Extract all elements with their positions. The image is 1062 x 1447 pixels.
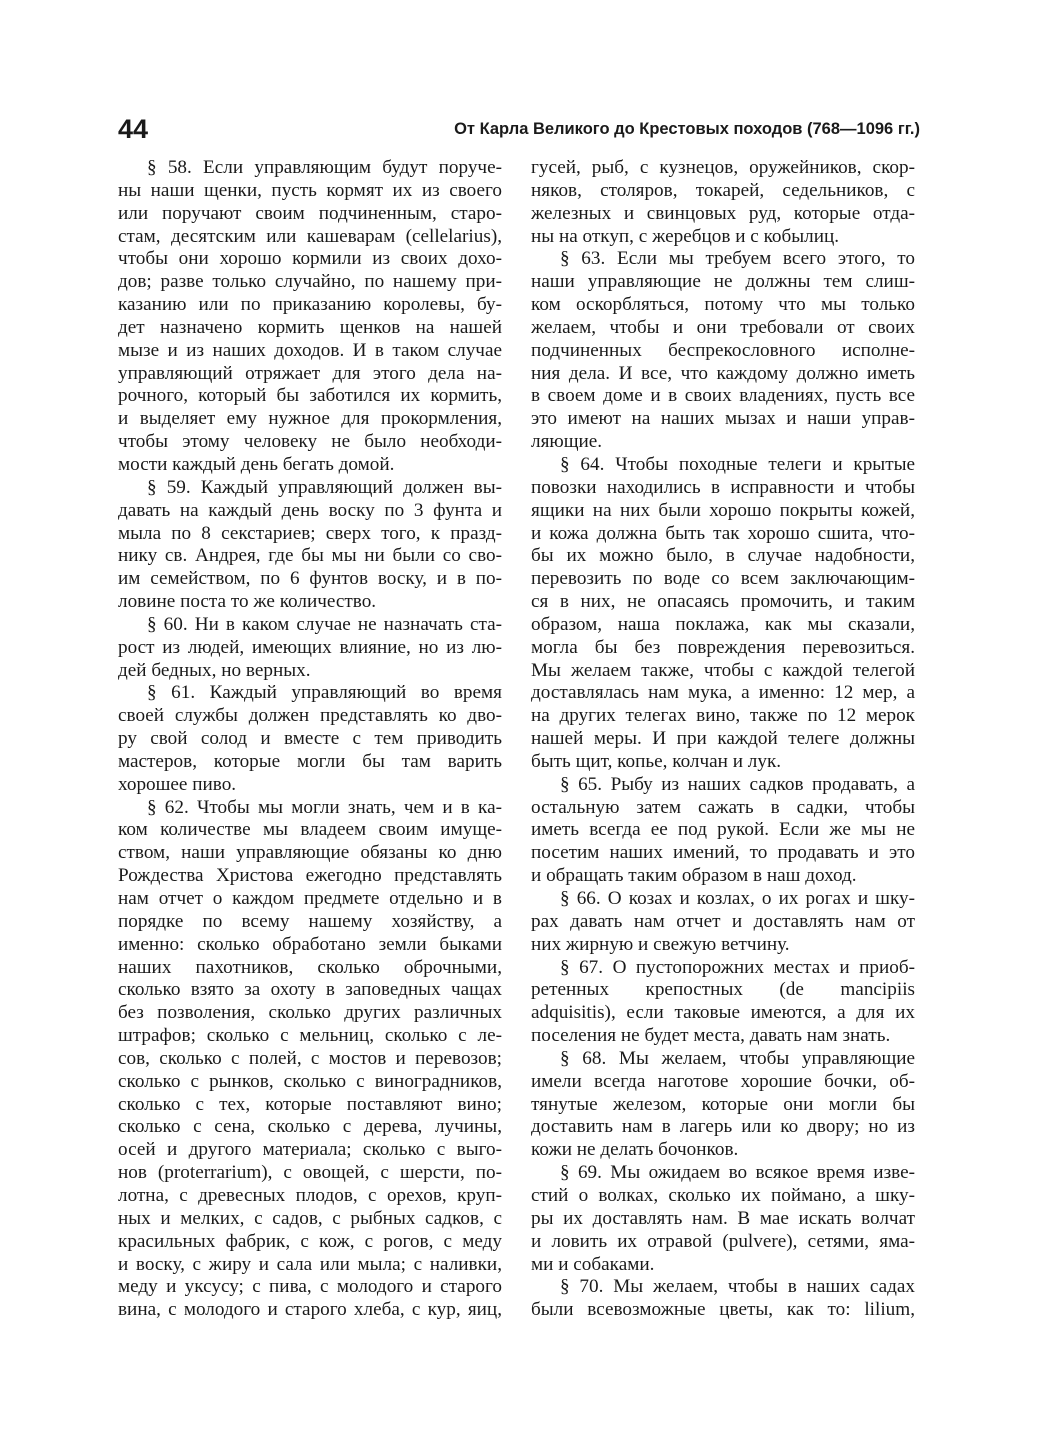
left-text-column xyxy=(118,157,502,1322)
text-line: стий о волках, сколько их поймано, а шку- xyxy=(531,1184,915,1206)
text-line: ловине поста то же количество. xyxy=(118,591,377,613)
text-line: кожи не делать бочонков. xyxy=(531,1139,739,1161)
text-line: посетим наших имений, то продавать и это xyxy=(531,842,915,864)
text-line: и воску, с жиру и сала или мыла; с наливки, xyxy=(118,1253,502,1275)
text-line: Рождества Христова ежегодно представлять xyxy=(118,865,502,887)
text-line: хорошее пиво. xyxy=(118,773,237,795)
text-line: Мы желаем также, чтобы с каждой телегой xyxy=(531,659,915,681)
text-line: повозки находились в исправности и чтобы xyxy=(531,476,915,498)
text-line: ры их доставлять нам. В мае искать волчат xyxy=(531,1207,915,1229)
text-line: дей бедных, но верных. xyxy=(118,659,311,681)
text-line: это имеют на наших мызах и наши управ- xyxy=(531,408,915,430)
page-number: 44 xyxy=(118,114,149,144)
text-line: них жирную и свежую ветчину. xyxy=(531,933,790,955)
text-line: нику св. Андрея, где бы мы ни были со сво- xyxy=(118,545,502,567)
text-line: ящики на них были хорошо покрыты кожей, xyxy=(531,499,915,521)
text-line: меду и уксусу; с пива, с молодого и старого xyxy=(118,1276,502,1298)
text-line: ны наши щенки, пусть кормят их из своего xyxy=(118,179,502,201)
paragraph-first-line: § 63. Если мы требуем всего этого, то xyxy=(560,248,915,270)
text-line: стам, десятским или кашеварам (cellelarius), xyxy=(118,225,502,247)
text-line: ляющие. xyxy=(531,431,603,453)
text-line: железных и свинцовых руд, которые отда- xyxy=(531,202,915,224)
text-line: красильных фабрик, с кож, с рогов, с меду xyxy=(118,1230,502,1252)
text-line: лотна, с древесных плодов, с орехов, круп- xyxy=(118,1184,502,1206)
text-line: мыла по 8 секстариев; сверх того, к празд- xyxy=(118,522,502,544)
running-head-title: От Карла Великого до Крестовых походов (768—1096 гг.) xyxy=(454,120,920,138)
text-line: управляющий отряжает для этого дела на- xyxy=(118,362,502,384)
text-line: поселения не будет места, давать нам знать. xyxy=(531,1025,891,1047)
text-line: ретенных крепостных (de mancipiis xyxy=(531,979,915,1001)
text-line: ми и собаками. xyxy=(531,1253,655,1275)
text-line: порядке по всему нашему хозяйству, а xyxy=(118,910,502,932)
text-line: перевозить по воде со всем заключающим- xyxy=(531,568,915,590)
text-line: и обращать таким образом в наш доход. xyxy=(531,865,857,887)
paragraph-first-line: § 64. Чтобы походные телеги и крытые xyxy=(560,453,915,475)
text-line: остальную затем сажать в садки, чтобы xyxy=(531,796,915,818)
text-line: именно: сколько обработано земли быками xyxy=(118,933,502,955)
paragraph-first-line: § 67. О пустопорожних местах и приоб- xyxy=(560,956,915,978)
text-line: ния дела. И все, что каждому должно иметь xyxy=(531,362,915,384)
text-line: и ловить их отравой (pulvere), сетями, яма- xyxy=(531,1230,915,1252)
text-line: сколько взято за охоту в заповедных чащах xyxy=(118,979,502,1001)
text-line: рост из людей, имеющих влияние, но из лю- xyxy=(118,636,502,658)
text-line: ством, наши управляющие обязаны ко дню xyxy=(118,842,502,864)
text-line: adquisitis), если таковые имеются, а для их xyxy=(531,1002,915,1024)
paragraph-first-line: § 65. Рыбу из наших садков продавать, а xyxy=(560,773,915,795)
text-line: были всевозможные цветы, как то: lilium, xyxy=(531,1299,915,1321)
text-line: им семейством, по 6 фунтов воску, и в по- xyxy=(118,568,502,590)
text-line: иметь всегда ее под рукой. Если же мы не xyxy=(531,819,915,841)
text-line: и выделяет ему нужное для прокормления, xyxy=(118,408,502,430)
text-line: давать на каждый день воску по 3 фунта и xyxy=(118,499,502,521)
paragraph-first-line: § 61. Каждый управляющий во время xyxy=(147,682,502,704)
text-line: без позволения, сколько других различных xyxy=(118,1002,502,1024)
paragraph-first-line: § 62. Чтобы мы могли знать, чем и в ка- xyxy=(147,796,502,818)
text-line: имели всегда наготове хорошие бочки, об- xyxy=(531,1070,915,1092)
text-line: доставлялась нам мука, а именно: 12 мер, а xyxy=(531,682,915,704)
text-line: ся в них, не опасаясь промочить, и таким xyxy=(531,591,915,613)
text-line: чтобы этому человеку не было необходи- xyxy=(118,431,502,453)
text-line: рах давать нам отчет и доставлять нам от xyxy=(531,910,915,932)
paragraph-first-line: § 59. Каждый управляющий должен вы- xyxy=(147,476,502,498)
text-line: ны на откуп, с жеребцов и с кобылиц. xyxy=(531,225,840,247)
text-line: дет назначено кормить щенков на нашей xyxy=(118,316,502,338)
text-line: сов, сколько с полей, с мостов и перевозов; xyxy=(118,1047,502,1069)
text-line: бы их можно было, в случае надобности, xyxy=(531,545,915,567)
text-line: сколько с рынков, сколько с виноградников, xyxy=(118,1070,502,1092)
text-line: вина, с молодого и старого хлеба, с кур, яиц, xyxy=(118,1299,502,1321)
text-line: наши управляющие не должны тем слиш- xyxy=(531,271,915,293)
text-line: штрафов; сколько с мельниц, сколько с ле- xyxy=(118,1025,502,1047)
paragraph-first-line: § 58. Если управляющим будут поруче- xyxy=(147,157,502,178)
paragraph-first-line: § 60. Ни в каком случае не назначать ста- xyxy=(147,613,502,635)
text-line: наших пахотников, сколько оброчными, xyxy=(118,956,502,978)
text-line: своей службы должен представлять ко дво- xyxy=(118,705,502,727)
text-line: доставить нам в лагерь или ко двору; но из xyxy=(531,1116,915,1138)
text-line: мастеров, которые могли бы там варить xyxy=(118,750,502,772)
text-line: чтобы они хорошо кормили из своих дохо- xyxy=(118,248,502,270)
text-line: образом, наша поклажа, как мы сказали, xyxy=(531,613,915,635)
text-line: или поручают своим подчиненным, старо- xyxy=(118,202,502,224)
paragraph-first-line: § 70. Мы желаем, чтобы в наших садах xyxy=(560,1276,915,1298)
text-line: сколько с тех, которые поставляют вино; xyxy=(118,1093,502,1115)
text-line: мости каждый день бегать домой. xyxy=(118,453,395,475)
text-line: могла бы без повреждения перевозиться. xyxy=(531,636,915,658)
text-line: желаем, чтобы и они требовали от своих xyxy=(531,316,915,338)
text-line: нашей меры. И при каждой телеге должны xyxy=(531,728,915,750)
text-line: мызе и из наших доходов. И в таком случае xyxy=(118,339,502,361)
text-line: нам отчет о каждом предмете отдельно и в xyxy=(118,888,502,909)
text-line: ком оскорбляться, потому что мы только xyxy=(531,294,915,316)
text-line: няков, столяров, токарей, седельников, с xyxy=(531,179,915,201)
text-line: и кожа должна быть так хорошо сшита, что- xyxy=(531,522,915,544)
text-line: осей и другого материала; сколько с выго- xyxy=(118,1139,502,1161)
paragraph-first-line: § 66. О козах и козлах, о их рогах и шку- xyxy=(560,888,915,909)
text-line: тянутые железом, которые они могли бы xyxy=(531,1093,915,1115)
text-line: рочного, который бы заботился их кормить, xyxy=(118,385,502,407)
text-line: подчиненных беспрекословного исполне- xyxy=(531,339,915,361)
text-line: ком количестве мы владеем своим имуще- xyxy=(118,819,502,841)
text-line: на других телегах вино, также по 12 мерок xyxy=(531,705,915,727)
text-line: казанию или по приказанию королевы, бу- xyxy=(118,294,502,316)
text-line: ных и мелких, с садов, с рыбных садков, с xyxy=(118,1207,502,1229)
paragraph-first-line: § 69. Мы ожидаем во всякое время изве- xyxy=(560,1162,915,1184)
text-line: нов (proterrarium), с овощей, с шерсти, по- xyxy=(118,1162,502,1184)
paragraph-first-line: § 68. Мы желаем, чтобы управляющие xyxy=(560,1047,915,1069)
text-line: быть щит, копье, колчан и лук. xyxy=(531,750,782,772)
text-line: в своем доме и в своих владениях, пусть все xyxy=(531,385,915,407)
text-line: гусей, рыб, с кузнецов, оружейников, скор- xyxy=(531,157,915,178)
text-line: сколько с сена, сколько с дерева, лучины, xyxy=(118,1116,502,1138)
right-text-column xyxy=(531,157,915,1322)
text-line: ру свой солод и вместе с тем приводить xyxy=(118,728,502,750)
text-line: дов; разве только случайно, по нашему при- xyxy=(118,271,502,293)
